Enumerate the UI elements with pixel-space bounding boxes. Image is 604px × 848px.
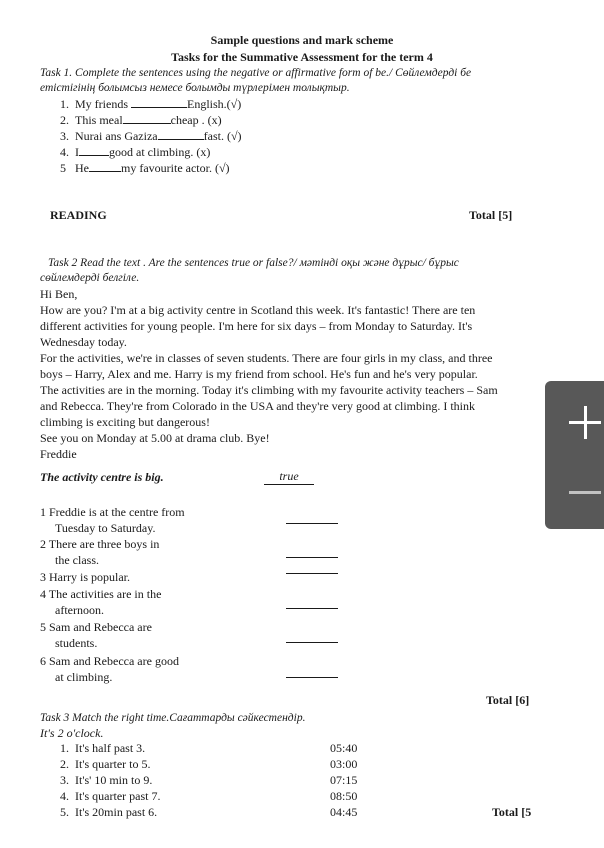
- reading-total: Total [5]: [469, 208, 513, 222]
- document-title: Sample questions and mark scheme: [210, 33, 394, 47]
- task3-time: 04:45: [330, 805, 358, 819]
- minus-icon[interactable]: [545, 455, 604, 529]
- letter-line: How are you? I'm at a big activity centre in Scotland this week. It's fantastic! There are ten: [40, 303, 476, 317]
- plus-icon[interactable]: [545, 381, 604, 455]
- question-item-cont: afternoon.: [55, 603, 104, 617]
- task3-time: 03:00: [330, 757, 358, 771]
- fill-blank: [79, 145, 109, 156]
- letter-line: climbing is exciting but dangerous!: [40, 415, 210, 429]
- answer-line[interactable]: [286, 557, 338, 558]
- answer-line[interactable]: [286, 523, 338, 524]
- letter-signature: Freddie: [40, 447, 77, 461]
- zoom-controls: [545, 381, 604, 529]
- fill-blank: [89, 161, 121, 172]
- task2-example-sentence: The activity centre is big.: [40, 470, 164, 484]
- letter-line: The activities are in the morning. Today it's climbing with my favourite activity teachers – Sam: [40, 383, 498, 397]
- task2-instruction: Task 2 Read the text . Are the sentences true or false?/ мәтінді оқы және дұрыс/ бұрыс: [48, 257, 459, 269]
- fill-blank: [131, 97, 187, 108]
- question-item-cont: Tuesday to Saturday.: [55, 521, 156, 535]
- task2-instruction-cont: сөйлемдерді белгіле.: [40, 272, 140, 284]
- answer-line[interactable]: [286, 573, 338, 574]
- task3-example: It's 2 o'clock.: [40, 726, 104, 740]
- task3-item: 5. It's 20min past 6.: [60, 805, 158, 819]
- reading-heading: READING: [50, 208, 107, 222]
- task3-item: 2. It's quarter to 5.: [60, 757, 151, 771]
- document-subtitle: Tasks for the Summative Assessment for the term 4: [171, 50, 433, 64]
- answer-line[interactable]: [286, 677, 338, 678]
- letter-line: different activities for young people. I'm here for six days – from Monday to Saturday. It's: [40, 319, 473, 333]
- letter-line: Hi Ben,: [40, 287, 78, 301]
- task3-time: 07:15: [330, 773, 358, 787]
- question-item: 3 Harry is popular.: [40, 570, 130, 584]
- task3-time: 08:50: [330, 789, 358, 803]
- letter-line: Wednesday today.: [40, 335, 127, 349]
- question-item: 6 Sam and Rebecca are good: [40, 654, 179, 668]
- letter-line: See you on Monday at 5.00 at drama club. Bye!: [40, 431, 270, 445]
- task1-item: 3. Nurai ans Gaziza fast. (√): [60, 129, 242, 143]
- question-item-cont: at climbing.: [55, 670, 113, 684]
- task1-item: 2. This meal cheap . (x): [60, 113, 222, 127]
- task2-total: Total [6]: [486, 693, 530, 707]
- task3-item: 3. It's' 10 min to 9.: [60, 773, 153, 787]
- question-item-cont: the class.: [55, 553, 99, 567]
- task3-item: 1. It's half past 3.: [60, 741, 146, 755]
- fill-blank: [123, 113, 171, 124]
- question-item: 4 The activities are in the: [40, 587, 162, 601]
- letter-line: boys – Harry, Alex and me. Harry is my friend from school. He's fun and he's very popular.: [40, 367, 478, 381]
- question-item: 2 There are three boys in: [40, 537, 160, 551]
- task3-instruction: Task 3 Match the right time.Сағаттарды сәйкестендір.: [40, 712, 306, 724]
- task1-item: 4. I good at climbing. (x): [60, 145, 211, 159]
- task1-instruction-cont: етістігінің болымсыз немесе болымды түрлерімен толықтыр.: [40, 82, 350, 94]
- task3-total: Total [5: [492, 805, 532, 819]
- task3-item: 4. It's quarter past 7.: [60, 789, 161, 803]
- question-item: 1 Freddie is at the centre from: [40, 505, 185, 519]
- task1-item: 5 He my favourite actor. (√): [60, 161, 230, 175]
- answer-line[interactable]: [286, 608, 338, 609]
- fill-blank: [158, 129, 204, 140]
- question-item: 5 Sam and Rebecca are: [40, 620, 152, 634]
- letter-line: For the activities, we're in classes of seven students. There are four girls in my class, and three: [40, 351, 493, 365]
- answer-line[interactable]: [286, 642, 338, 643]
- task1-item: 1. My friends English.(√): [60, 97, 242, 111]
- task3-time: 05:40: [330, 741, 358, 755]
- letter-line: and Rebecca. They're from Colorado in the USA and they're very good at climbing. I think: [40, 399, 475, 413]
- task2-example-answer: true: [264, 469, 314, 485]
- task1-instruction: Task 1. Complete the sentences using the negative or affirmative form of be./ Сөйлемдерді бе: [40, 67, 472, 79]
- question-item-cont: students.: [55, 636, 98, 650]
